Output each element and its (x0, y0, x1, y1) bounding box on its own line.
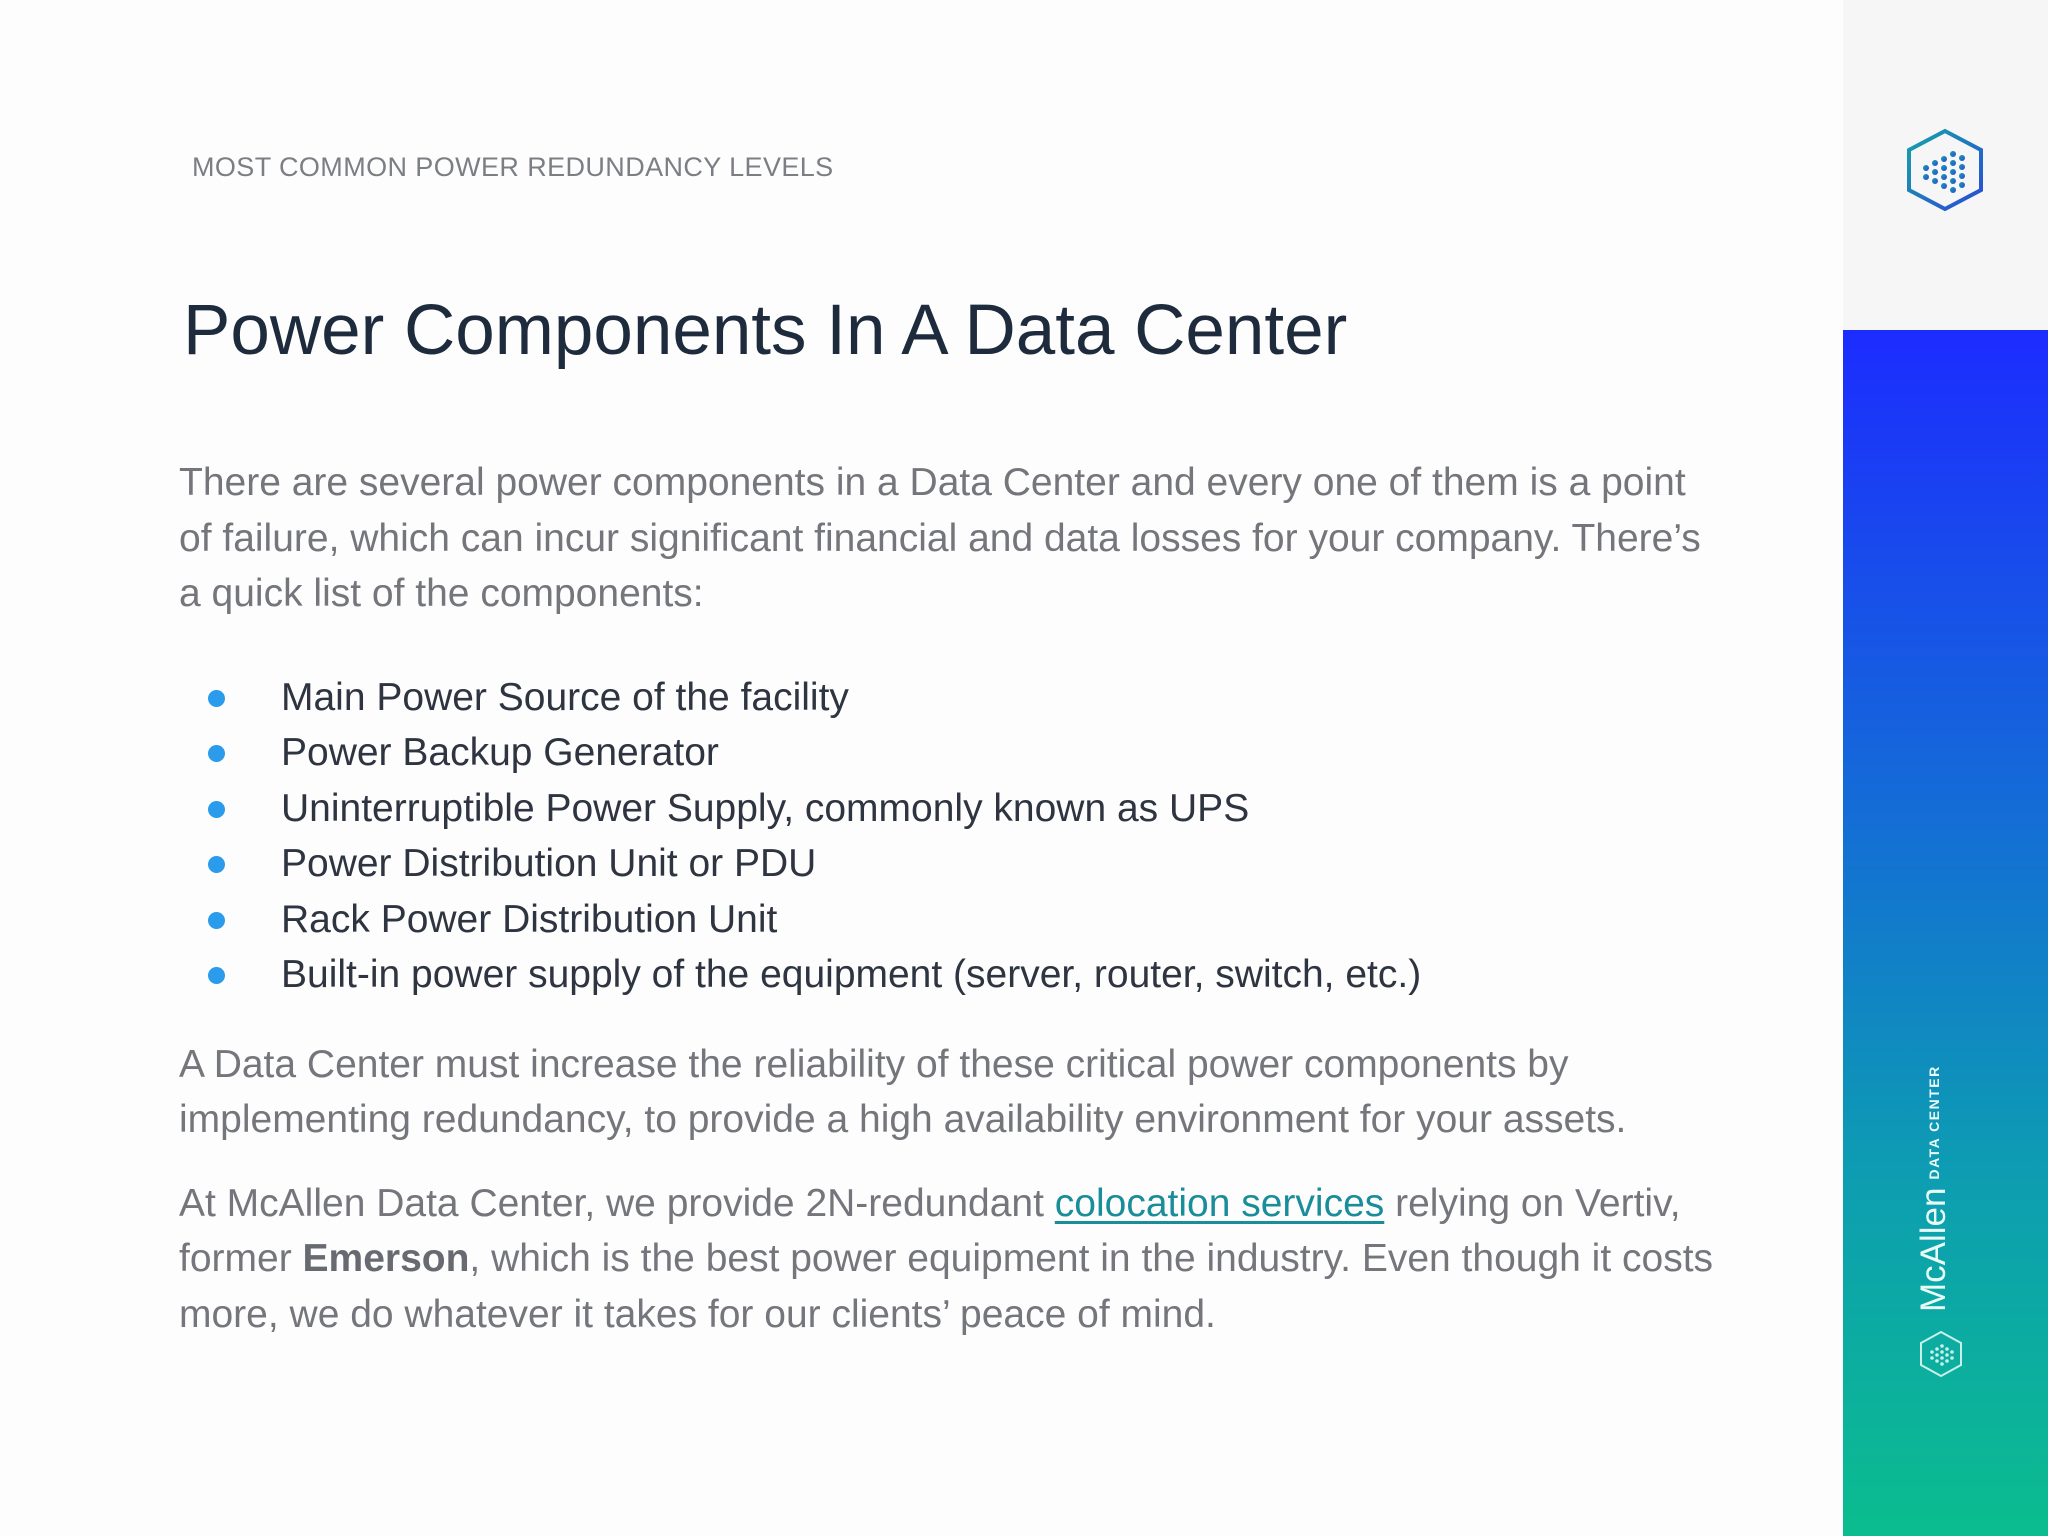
list-item (179, 670, 1719, 726)
paragraph-text: , which is the best power equipment in the industry. Even though it costs more, we do whatever it takes for our clients’ peace of mind. (179, 1237, 1714, 1336)
intro-paragraph: There are several power components in a Data Center and every one of them is a point of failure, which can incur significant financial and data losses for your company. There’s a quick list of the components: (179, 461, 1701, 615)
list-item (179, 836, 1719, 892)
list-item-text: Built-in power supply of the equipment (server, router, switch, etc.) (281, 953, 1422, 996)
components-list (179, 670, 1719, 1003)
list-item-text: Power Distribution Unit or PDU (281, 842, 817, 885)
bullet-dot-icon (208, 745, 225, 762)
redundancy-paragraph: A Data Center must increase the reliability of these critical power components by implementing redundancy, to provide a high availability environment for your assets. (179, 1042, 1627, 1141)
bullet-dot-icon (208, 856, 225, 873)
list-item-text: Main Power Source of the facility (281, 675, 849, 719)
list-item-text: Power Backup Generator (281, 731, 719, 774)
colocation-services-link[interactable]: colocation services (1054, 1181, 1385, 1225)
list-item (179, 725, 1719, 781)
bullet-dot-icon (208, 912, 225, 929)
section-eyebrow: MOST COMMON POWER REDUNDANCY LEVELS (192, 152, 834, 182)
brand-name: McAllen (1914, 1187, 1953, 1312)
paragraph-text: relying on Vertiv, former (179, 1181, 1681, 1280)
page-title: Power Components In A Data Center (183, 291, 1348, 370)
list-item-text: Rack Power Distribution Unit (281, 897, 778, 941)
brand-subtitle: DATA CENTER (1926, 1065, 1942, 1180)
bullet-dot-icon (208, 690, 225, 707)
emerson-bold-text: Emerson (302, 1237, 470, 1280)
bullet-dot-icon (208, 967, 225, 984)
brand-wordmark (1914, 1065, 1954, 1312)
mcallen-paragraph (179, 1176, 1719, 1343)
slide-content (179, 455, 1719, 1342)
list-item-text: Uninterruptible Power Supply, commonly known as UPS (281, 786, 1250, 830)
hexagon-dots-icon (1918, 1330, 1964, 1378)
bullet-dot-icon (208, 801, 225, 818)
list-item (179, 947, 1719, 1003)
list-item (179, 892, 1719, 948)
list-item (179, 781, 1719, 837)
paragraph-text: At McAllen Data Center, we provide 2N-redundant (179, 1181, 1055, 1225)
hexagon-logo-icon (1904, 128, 1986, 212)
